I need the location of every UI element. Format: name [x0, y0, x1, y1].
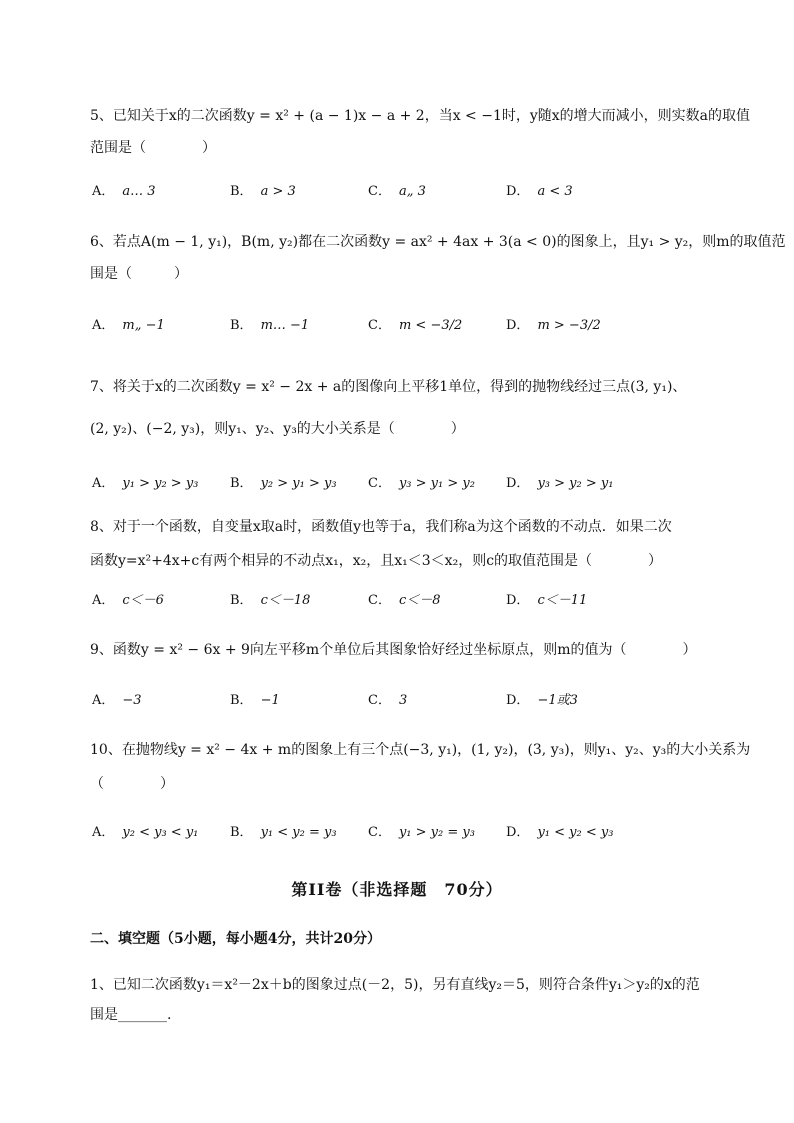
question-7: [90, 366, 720, 450]
question-text-line: 范围是（ ）: [90, 140, 216, 156]
option-c[interactable]: C． m < −3/2: [368, 318, 463, 333]
option-d[interactable]: D． a < 3: [506, 184, 573, 199]
question-5: [90, 100, 751, 164]
section-title: 第II卷（非选择题 70分）: [291, 880, 503, 899]
question-text-line: 围是（ ）: [90, 266, 188, 282]
question-9: [90, 634, 720, 666]
question-text-line: 函数y=x²+4x+c有两个相异的不动点x₁，x₂，且x₁＜3＜x₂，则c的取值范围是（ ）: [90, 553, 663, 569]
question-6: [90, 226, 786, 290]
option-b[interactable]: B． −1: [230, 693, 280, 708]
option-c[interactable]: C． a„ 3: [368, 184, 426, 199]
option-a[interactable]: A． m„ −1: [92, 318, 165, 333]
option-d[interactable]: D． y₁ < y₂ < y₃: [506, 825, 614, 840]
question-6-options: [92, 314, 732, 338]
option-a[interactable]: A． a… 3: [92, 184, 156, 199]
question-7-options: [92, 472, 732, 496]
option-a[interactable]: A． c＜－6: [92, 593, 164, 608]
question-text-line: （ ）: [90, 776, 174, 792]
question-text-line: 6、若点A(m − 1, y₁)，B(m, y₂)都在二次函数y = ax² + 4ax + 3(a < 0)的图象上，且y₁ > y₂，则m的取值范: [90, 234, 786, 250]
question-8-options: [92, 589, 732, 613]
question-text-line: 围是_______.: [90, 1007, 172, 1023]
option-a[interactable]: A． y₁ > y₂ > y₃: [92, 476, 199, 491]
option-b[interactable]: B． y₂ > y₁ > y₃: [230, 476, 337, 491]
question-5-options: [92, 180, 732, 204]
option-c[interactable]: C． y₃ > y₁ > y₂: [368, 476, 475, 491]
fill-question-1: [90, 970, 720, 1030]
option-c[interactable]: C． 3: [368, 693, 408, 708]
option-d[interactable]: D． y₃ > y₂ > y₁: [506, 476, 614, 491]
option-a[interactable]: A． −3: [92, 693, 142, 708]
question-text-line: 9、函数y = x² − 6x + 9向左平移m个单位后其图象恰好经过坐标原点，则m的值为（ ）: [90, 642, 697, 658]
question-text-line: 10、在抛物线y = x² − 4x + m的图象上有三个点(−3, y₁)，(1, y₂)，(3, y₃)，则y₁、y₂、y₃的大小关系为: [90, 742, 751, 758]
question-10: [90, 733, 751, 801]
option-d[interactable]: D． −1或3: [506, 693, 578, 708]
option-c[interactable]: C． y₁ > y₂ = y₃: [368, 825, 475, 840]
question-text-line: 5、已知关于x的二次函数y = x² + (a − 1)x − a + 2，当x < −1时，y随x的增大而减小，则实数a的取值: [90, 108, 751, 124]
question-9-options: [92, 689, 732, 713]
question-10-options: [92, 821, 732, 845]
option-d[interactable]: D． m > −3/2: [506, 318, 601, 333]
option-b[interactable]: B． a > 3: [230, 184, 296, 199]
question-text-line: 7、将关于x的二次函数y = x² − 2x + a的图像向上平移1单位，得到的抛物线经过三点(3, y₁)、: [90, 379, 687, 395]
part-heading: 二、填空题（5小题，每小题4分，共计20分）: [90, 931, 381, 947]
option-b[interactable]: B． c＜－18: [230, 593, 311, 608]
question-text-line: 8、对于一个函数，自变量x取a时，函数值y也等于a，我们称a为这个函数的不动点．如果二次: [90, 519, 672, 535]
question-text-line: (2, y₂)、(−2, y₃)，则y₁、y₂、y₃的大小关系是（ ）: [90, 421, 465, 437]
option-c[interactable]: C． c＜－8: [368, 593, 441, 608]
option-b[interactable]: B． y₁ < y₂ = y₃: [230, 825, 337, 840]
question-8: [90, 510, 720, 578]
option-d[interactable]: D． c＜－11: [506, 593, 588, 608]
option-b[interactable]: B． m… −1: [230, 318, 310, 333]
question-text-line: 1、已知二次函数y₁＝x²－2x＋b的图象过点(－2，5)，另有直线y₂＝5，则符合条件y₁＞y₂的x的范: [90, 977, 700, 993]
option-a[interactable]: A． y₂ < y₃ < y₁: [92, 825, 199, 840]
